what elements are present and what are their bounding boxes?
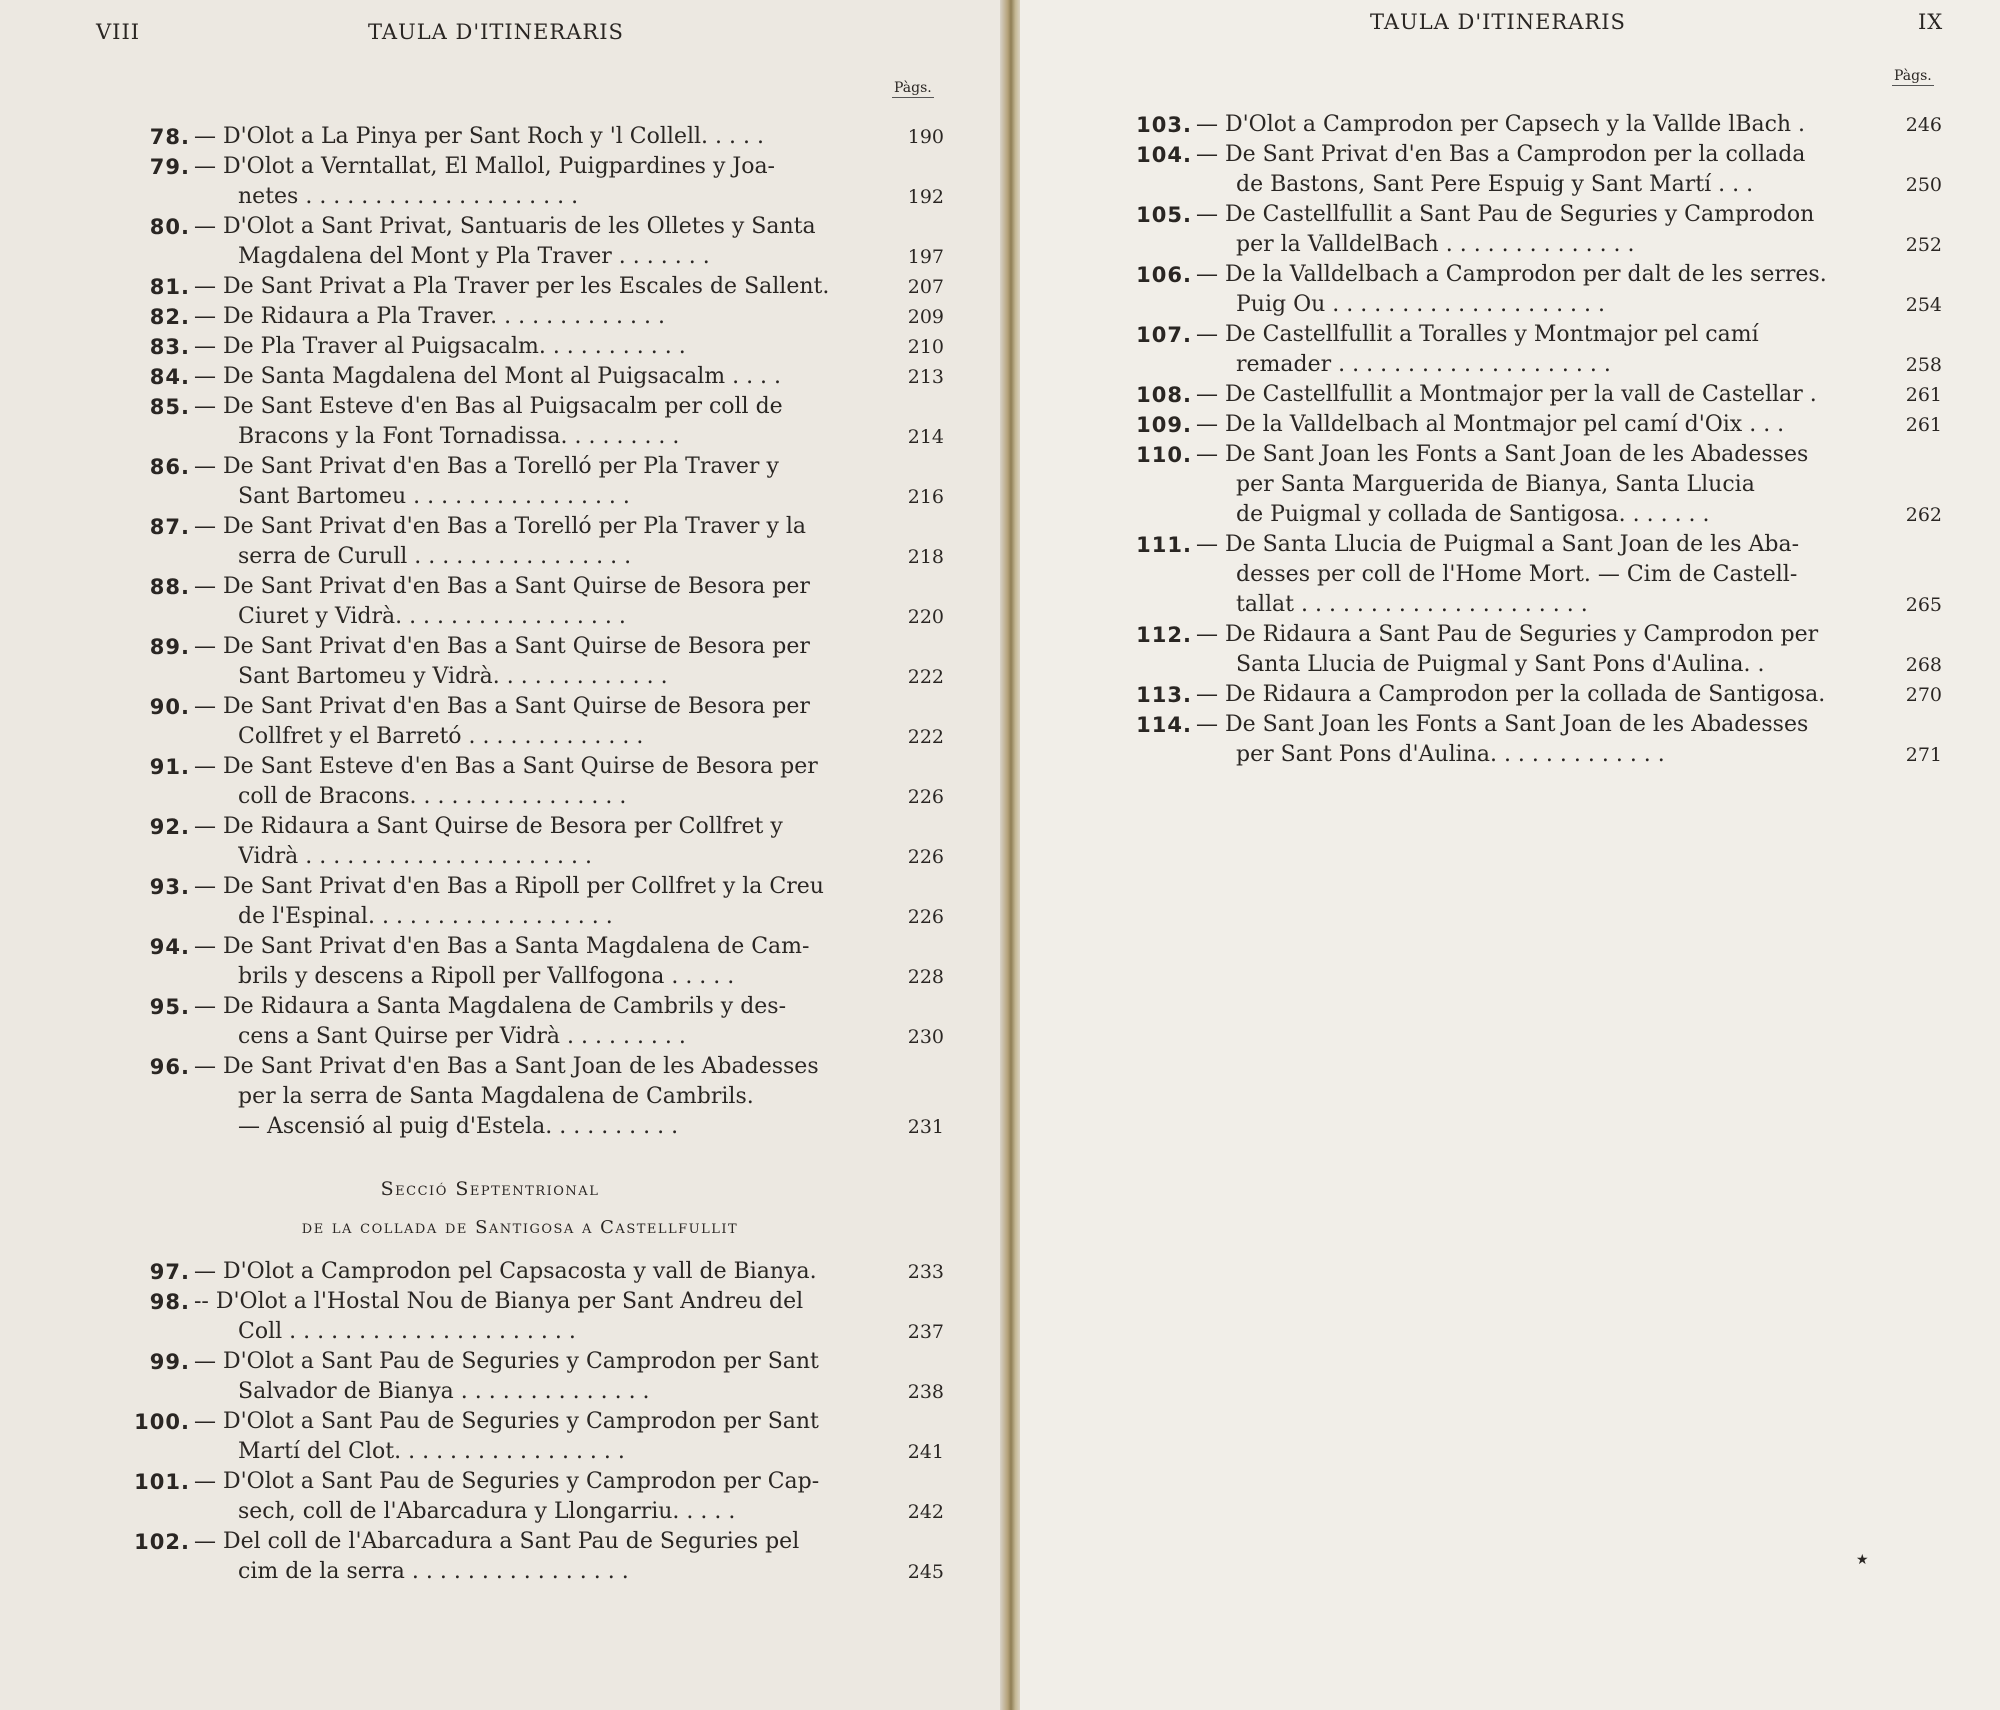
toc-entry-line — [0, 452, 1000, 482]
itinerary-number: 86. — [149, 455, 190, 479]
itinerary-number: 85. — [149, 395, 190, 419]
toc-entry-line — [1020, 380, 2000, 410]
itinerary-text: — De Castellfullit a Sant Pau de Seguries y Camprodon — [1196, 202, 1815, 227]
itinerary-number: 87. — [149, 515, 190, 539]
itinerary-text: — De Sant Privat d'en Bas a Torelló per Pla Traver y la — [194, 514, 807, 539]
toc-entry-line — [1020, 230, 2000, 260]
itinerary-text: de Bastons, Sant Pere Espuig y Sant Martí . . . — [1236, 172, 1754, 197]
itinerary-number: 80. — [149, 215, 190, 239]
toc-entry — [1020, 380, 2000, 410]
toc-entry — [0, 512, 1000, 572]
itinerary-text: — De Sant Privat d'en Bas a Sant Quirse de Besora per — [194, 634, 810, 659]
itinerary-text: — D'Olot a La Pinya per Sant Roch y 'l Collell. . . . . — [194, 124, 764, 149]
toc-entry-line — [0, 902, 1000, 932]
page-reference: 192 — [907, 186, 944, 208]
toc-entry-line — [1020, 320, 2000, 350]
page-reference: 233 — [907, 1261, 944, 1283]
itinerary-text: cens a Sant Quirse per Vidrà . . . . . . . . . — [238, 1024, 686, 1049]
toc-entry-line — [0, 1407, 1000, 1437]
toc-entry-line — [1020, 740, 2000, 770]
itinerary-number: 109. — [1136, 413, 1192, 437]
toc-entry-line — [0, 572, 1000, 602]
toc-entry-line — [1020, 620, 2000, 650]
itinerary-text: — De Castellfullit a Montmajor per la vall de Castellar . — [1196, 382, 1817, 407]
section-title: Secció Septentrional — [380, 1178, 600, 1200]
right-page — [1020, 0, 2000, 1710]
toc-entry-line — [0, 1317, 1000, 1347]
toc-entry — [1020, 620, 2000, 680]
itinerary-text: — Del coll de l'Abarcadura a Sant Pau de Seguries pel — [194, 1529, 800, 1554]
toc-entry-line — [0, 1557, 1000, 1587]
running-head: TAULA D'ITINERARIS — [1370, 10, 1626, 34]
toc-entry — [0, 152, 1000, 212]
page-reference: 270 — [1905, 684, 1942, 706]
itinerary-text: — De Sant Esteve d'en Bas al Puigsacalm per coll de — [194, 394, 783, 419]
itinerary-text: — De Pla Traver al Puigsacalm. . . . . . . . . . . — [194, 334, 686, 359]
page-reference: 226 — [907, 846, 944, 868]
page-reference: 218 — [907, 546, 944, 568]
toc-entry-line — [1020, 290, 2000, 320]
itinerary-number: 100. — [134, 1410, 190, 1434]
itinerary-number: 89. — [149, 635, 190, 659]
page-reference: 209 — [907, 306, 944, 328]
itinerary-number: 79. — [149, 155, 190, 179]
page-number: IX — [1918, 10, 1944, 34]
itinerary-text: tallat . . . . . . . . . . . . . . . . . . . . . — [1236, 592, 1588, 617]
itinerary-text: netes . . . . . . . . . . . . . . . . . . . . — [238, 184, 579, 209]
toc-entry-line — [0, 302, 1000, 332]
page-reference: 242 — [907, 1501, 944, 1523]
itinerary-text: -- D'Olot a l'Hostal Nou de Bianya per Sant Andreu del — [194, 1289, 804, 1314]
running-head: TAULA D'ITINERARIS — [368, 20, 624, 44]
itinerary-number: 102. — [134, 1530, 190, 1554]
toc-entry — [1020, 140, 2000, 200]
toc-entry-line — [0, 1112, 1000, 1142]
toc-entry — [1020, 710, 2000, 770]
toc-entry-line — [0, 1082, 1000, 1112]
toc-entry-line — [1020, 170, 2000, 200]
page-reference: 246 — [1905, 114, 1942, 136]
page-reference: 228 — [907, 966, 944, 988]
page-reference: 237 — [907, 1321, 944, 1343]
itinerary-text: Magdalena del Mont y Pla Traver . . . . . . . — [238, 244, 710, 269]
toc-entry — [0, 692, 1000, 752]
toc-entry — [0, 932, 1000, 992]
toc-entry-line — [0, 392, 1000, 422]
toc-entry-line — [0, 1527, 1000, 1557]
itinerary-number: 94. — [149, 935, 190, 959]
itinerary-text: — De Sant Privat d'en Bas a Sant Quirse de Besora per — [194, 694, 810, 719]
itinerary-number: 84. — [149, 365, 190, 389]
itinerary-text: — De Sant Privat d'en Bas a Santa Magdalena de Cam- — [194, 934, 810, 959]
itinerary-number: 98. — [149, 1290, 190, 1314]
page-reference: 214 — [907, 426, 944, 448]
itinerary-number: 90. — [149, 695, 190, 719]
toc-entry-line — [0, 992, 1000, 1022]
itinerary-text: — De Ridaura a Sant Quirse de Besora per Collfret y — [194, 814, 783, 839]
toc-entry-line — [1020, 650, 2000, 680]
toc-entry — [0, 452, 1000, 512]
book-gutter — [1000, 0, 1022, 1710]
toc-list — [1020, 110, 2000, 770]
page-reference: 271 — [1905, 744, 1942, 766]
itinerary-text: — De Ridaura a Pla Traver. . . . . . . . . . . . . — [194, 304, 665, 329]
itinerary-number: 91. — [149, 755, 190, 779]
toc-entry-line — [0, 872, 1000, 902]
itinerary-text: — De Ridaura a Sant Pau de Seguries y Camprodon per — [1196, 622, 1819, 647]
page-reference: 231 — [907, 1116, 944, 1138]
itinerary-number: 82. — [149, 305, 190, 329]
itinerary-number: 107. — [1136, 323, 1192, 347]
itinerary-text: per la ValldelBach . . . . . . . . . . . . . . — [1236, 232, 1635, 257]
itinerary-text: Salvador de Bianya . . . . . . . . . . . . . . — [238, 1379, 650, 1404]
itinerary-text: — D'Olot a Sant Privat, Santuaris de les Olletes y Santa — [194, 214, 816, 239]
toc-entry-line — [0, 512, 1000, 542]
toc-entry-line — [0, 1497, 1000, 1527]
page-reference: 230 — [907, 1026, 944, 1048]
page-reference: 222 — [907, 726, 944, 748]
toc-entry-line — [0, 1022, 1000, 1052]
page-reference: 238 — [907, 1381, 944, 1403]
itinerary-number: 108. — [1136, 383, 1192, 407]
itinerary-text: Sant Bartomeu y Vidrà. . . . . . . . . . . . . — [238, 664, 668, 689]
toc-entry-line — [0, 362, 1000, 392]
itinerary-number: 92. — [149, 815, 190, 839]
itinerary-text: Martí del Clot. . . . . . . . . . . . . . . . . — [238, 1439, 625, 1464]
itinerary-number: 78. — [149, 125, 190, 149]
toc-entry — [0, 752, 1000, 812]
page-reference: 213 — [907, 366, 944, 388]
itinerary-text: — De Sant Joan les Fonts a Sant Joan de les Abadesses — [1196, 712, 1809, 737]
itinerary-number: 103. — [1136, 113, 1192, 137]
page-reference: 258 — [1905, 354, 1942, 376]
toc-entry-line — [0, 182, 1000, 212]
toc-entry — [0, 122, 1000, 152]
toc-entry — [1020, 260, 2000, 320]
itinerary-number: 112. — [1136, 623, 1192, 647]
toc-entry-line — [0, 272, 1000, 302]
itinerary-text: Sant Bartomeu . . . . . . . . . . . . . . . . — [238, 484, 630, 509]
itinerary-number: 99. — [149, 1350, 190, 1374]
itinerary-text: coll de Bracons. . . . . . . . . . . . . . . . — [238, 784, 627, 809]
toc-entry-line — [0, 842, 1000, 872]
toc-entry-line — [0, 422, 1000, 452]
toc-entry — [1020, 440, 2000, 530]
toc-entry-line — [0, 212, 1000, 242]
toc-entry-line — [0, 1467, 1000, 1497]
page-reference: 226 — [907, 906, 944, 928]
toc-list — [0, 122, 1000, 1142]
toc-entry-line — [1020, 560, 2000, 590]
toc-entry-line — [0, 482, 1000, 512]
page-reference: 262 — [1905, 504, 1942, 526]
itinerary-text: — De Ridaura a Santa Magdalena de Cambrils y des- — [194, 994, 787, 1019]
toc-entry — [0, 1527, 1000, 1587]
toc-entry — [0, 1467, 1000, 1527]
itinerary-text: — De Sant Joan les Fonts a Sant Joan de les Abadesses — [1196, 442, 1809, 467]
itinerary-text: serra de Curull . . . . . . . . . . . . . . . . — [238, 544, 632, 569]
itinerary-text: de l'Espinal. . . . . . . . . . . . . . . . . . — [238, 904, 613, 929]
toc-entry-line — [1020, 530, 2000, 560]
itinerary-number: 83. — [149, 335, 190, 359]
toc-list — [0, 1257, 1000, 1587]
toc-entry-line — [0, 542, 1000, 572]
itinerary-text: — De la Valldelbach al Montmajor pel camí d'Oix . . . — [1196, 412, 1785, 437]
toc-entry — [1020, 530, 2000, 620]
toc-entry-line — [0, 1052, 1000, 1082]
itinerary-text: — De Castellfullit a Toralles y Montmajor pel camí — [1196, 322, 1759, 347]
itinerary-text: — De Ridaura a Camprodon per la collada de Santigosa. — [1196, 682, 1826, 707]
itinerary-text: remader . . . . . . . . . . . . . . . . . . . . — [1236, 352, 1611, 377]
itinerary-text: Puig Ou . . . . . . . . . . . . . . . . . . . . — [1236, 292, 1606, 317]
itinerary-number: 97. — [149, 1260, 190, 1284]
toc-entry-line — [0, 722, 1000, 752]
toc-entry-line — [0, 692, 1000, 722]
toc-entry — [0, 572, 1000, 632]
itinerary-text: — De Sant Privat d'en Bas a Camprodon per la collada — [1196, 142, 1806, 167]
itinerary-text: sech, coll de l'Abarcadura y Llongarriu. . . . . — [238, 1499, 736, 1524]
toc-entry-line — [0, 662, 1000, 692]
page-reference: 241 — [907, 1441, 944, 1463]
toc-entry — [1020, 110, 2000, 140]
page-reference: 216 — [907, 486, 944, 508]
toc-entry-line — [1020, 680, 2000, 710]
toc-entry-line — [0, 782, 1000, 812]
itinerary-number: 81. — [149, 275, 190, 299]
itinerary-text: de Puigmal y collada de Santigosa. . . . . . . — [1236, 502, 1710, 527]
itinerary-text: Coll . . . . . . . . . . . . . . . . . . . . . — [238, 1319, 576, 1344]
toc-entry — [0, 332, 1000, 362]
toc-entry — [0, 1052, 1000, 1142]
page-reference: 261 — [1905, 414, 1942, 436]
toc-entry-line — [1020, 350, 2000, 380]
toc-entry-line — [1020, 410, 2000, 440]
itinerary-text: Ciuret y Vidrà. . . . . . . . . . . . . . . . . — [238, 604, 626, 629]
page-reference: 190 — [907, 126, 944, 148]
itinerary-text: — De la Valldelbach a Camprodon per dalt de les serres. — [1196, 262, 1827, 287]
itinerary-text: — D'Olot a Sant Pau de Seguries y Camprodon per Sant — [194, 1349, 819, 1374]
toc-entry-line — [0, 962, 1000, 992]
itinerary-text: — De Santa Llucia de Puigmal a Sant Joan de les Aba- — [1196, 532, 1800, 557]
toc-entry-line — [0, 1257, 1000, 1287]
itinerary-text: — De Sant Privat d'en Bas a Ripoll per Collfret y la Creu — [194, 874, 824, 899]
page-reference: 197 — [907, 246, 944, 268]
itinerary-text: Bracons y la Font Tornadissa. . . . . . . . . — [238, 424, 680, 449]
toc-entry — [1020, 320, 2000, 380]
toc-entry-line — [1020, 140, 2000, 170]
page-reference: 226 — [907, 786, 944, 808]
itinerary-text: — De Sant Privat a Pla Traver per les Escales de Sallent. — [194, 274, 830, 299]
print-mark: ★ — [1856, 1552, 1869, 1568]
itinerary-number: 114. — [1136, 713, 1192, 737]
toc-entry — [0, 812, 1000, 872]
itinerary-number: 113. — [1136, 683, 1192, 707]
page-reference: 210 — [907, 336, 944, 358]
toc-entry-line — [0, 332, 1000, 362]
itinerary-number: 93. — [149, 875, 190, 899]
toc-entry-line — [0, 1347, 1000, 1377]
itinerary-number: 88. — [149, 575, 190, 599]
pags-label: Pàgs. — [1894, 68, 1932, 84]
toc-entry-line — [1020, 260, 2000, 290]
itinerary-text: per Santa Marguerida de Bianya, Santa Llucia — [1236, 472, 1755, 497]
itinerary-text: — De Sant Privat d'en Bas a Torelló per Pla Traver y — [194, 454, 779, 479]
toc-entry-line — [0, 152, 1000, 182]
itinerary-text: Vidrà . . . . . . . . . . . . . . . . . . . . . — [238, 844, 592, 869]
itinerary-text: — Ascensió al puig d'Estela. . . . . . . . . . — [238, 1114, 679, 1139]
itinerary-number: 111. — [1136, 533, 1192, 557]
toc-entry-line — [0, 1287, 1000, 1317]
itinerary-text: Santa Llucia de Puigmal y Sant Pons d'Aulina. . — [1236, 652, 1765, 677]
toc-entry — [0, 632, 1000, 692]
toc-entry — [0, 392, 1000, 452]
itinerary-number: 104. — [1136, 143, 1192, 167]
toc-entry-line — [0, 122, 1000, 152]
toc-entry-line — [1020, 470, 2000, 500]
toc-entry-line — [1020, 440, 2000, 470]
itinerary-text: — D'Olot a Camprodon pel Capsacosta y vall de Bianya. — [194, 1259, 817, 1284]
itinerary-text: — De Santa Magdalena del Mont al Puigsacalm . . . . — [194, 364, 782, 389]
page-reference: 207 — [907, 276, 944, 298]
page-reference: 268 — [1905, 654, 1942, 676]
itinerary-number: 110. — [1136, 443, 1192, 467]
toc-entry-line — [0, 1437, 1000, 1467]
itinerary-text: — D'Olot a Verntallat, El Mallol, Puigpardines y Joa- — [194, 154, 775, 179]
page-reference: 254 — [1905, 294, 1942, 316]
toc-entry — [0, 1407, 1000, 1467]
toc-entry-line — [0, 932, 1000, 962]
itinerary-number: 105. — [1136, 203, 1192, 227]
page-reference: 261 — [1905, 384, 1942, 406]
pags-label: Pàgs. — [894, 80, 932, 96]
page-reference: 265 — [1905, 594, 1942, 616]
toc-entry-line — [1020, 590, 2000, 620]
toc-entry — [1020, 680, 2000, 710]
toc-entry-line — [0, 242, 1000, 272]
toc-entry-line — [0, 752, 1000, 782]
toc-entry — [1020, 410, 2000, 440]
toc-entry — [0, 302, 1000, 332]
page-reference: 222 — [907, 666, 944, 688]
itinerary-text: — D'Olot a Sant Pau de Seguries y Camprodon per Cap- — [194, 1469, 820, 1494]
page-reference: 220 — [907, 606, 944, 628]
page-reference: 245 — [907, 1561, 944, 1583]
toc-entry — [0, 1347, 1000, 1407]
toc-entry — [1020, 200, 2000, 260]
toc-entry-line — [0, 812, 1000, 842]
itinerary-number: 101. — [134, 1470, 190, 1494]
toc-entry-line — [0, 1377, 1000, 1407]
itinerary-text: brils y descens a Ripoll per Vallfogona . . . . . — [238, 964, 735, 989]
toc-entry-line — [0, 602, 1000, 632]
page-reference: 252 — [1905, 234, 1942, 256]
toc-entry-line — [1020, 200, 2000, 230]
toc-entry-line — [0, 632, 1000, 662]
toc-entry — [0, 872, 1000, 932]
toc-entry — [0, 272, 1000, 302]
itinerary-text: cim de la serra . . . . . . . . . . . . . . . . — [238, 1559, 629, 1584]
itinerary-number: 106. — [1136, 263, 1192, 287]
page-reference: 250 — [1905, 174, 1942, 196]
itinerary-text: — De Sant Privat d'en Bas a Sant Joan de les Abadesses — [194, 1054, 819, 1079]
toc-entry — [0, 1257, 1000, 1287]
itinerary-text: — D'Olot a Camprodon per Capsech y la Vallde lBach . — [1196, 112, 1806, 137]
toc-entry-line — [1020, 710, 2000, 740]
itinerary-text: — De Sant Privat d'en Bas a Sant Quirse de Besora per — [194, 574, 810, 599]
page-number: VIII — [96, 20, 141, 44]
toc-entry — [0, 992, 1000, 1052]
itinerary-text: desses per coll de l'Home Mort. — Cim de Castell- — [1236, 562, 1798, 587]
itinerary-text: — D'Olot a Sant Pau de Seguries y Camprodon per Sant — [194, 1409, 819, 1434]
itinerary-text: per la serra de Santa Magdalena de Cambrils. — [238, 1084, 754, 1109]
toc-entry-line — [1020, 500, 2000, 530]
toc-entry — [0, 362, 1000, 392]
toc-entry — [0, 1287, 1000, 1347]
toc-entry-line — [1020, 110, 2000, 140]
itinerary-text: Collfret y el Barretó . . . . . . . . . . . . . — [238, 724, 644, 749]
itinerary-number: 96. — [149, 1055, 190, 1079]
itinerary-text: per Sant Pons d'Aulina. . . . . . . . . . . . . — [1236, 742, 1665, 767]
itinerary-number: 95. — [149, 995, 190, 1019]
toc-entry — [0, 212, 1000, 272]
itinerary-text: — De Sant Esteve d'en Bas a Sant Quirse de Besora per — [194, 754, 818, 779]
section-subtitle: de la collada de Santigosa a Castellfullit — [301, 1217, 739, 1238]
